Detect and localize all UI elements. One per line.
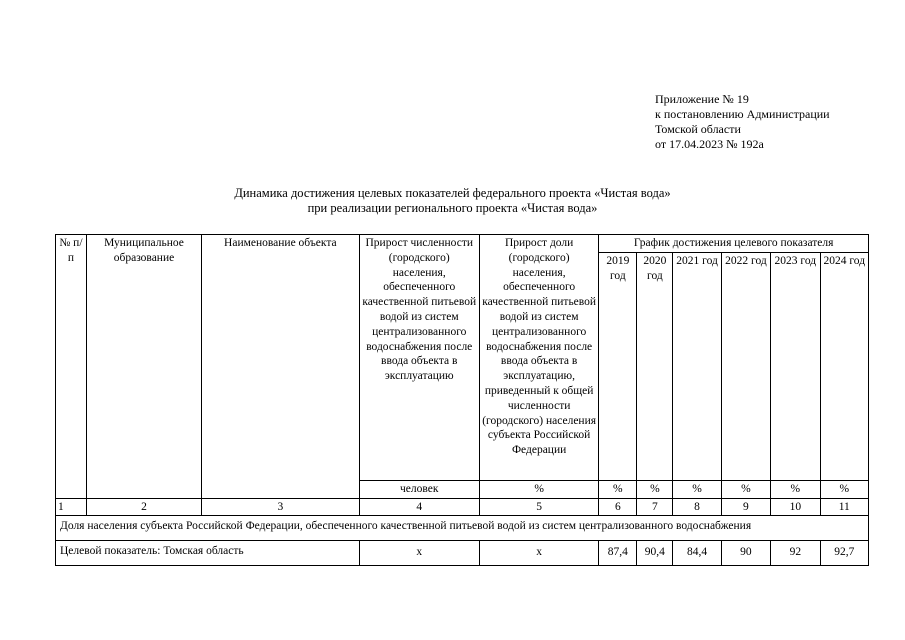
document-title xyxy=(0,186,905,216)
unit-year: % xyxy=(820,480,868,498)
header-year: 2024 год xyxy=(820,252,868,480)
table-row xyxy=(56,540,869,565)
header-growth-share: Прирост доли (городского) населения, обеспеченного качественной питьевой водой из систем централизованного водоснабжения после ввода объекта в эксплуатацию, приведенный к общей численности (городского) населения субъекта Российской Федерации xyxy=(479,235,598,481)
unit-year: % xyxy=(599,480,637,498)
target-value: 92,7 xyxy=(820,540,868,565)
indicators-table xyxy=(55,234,869,566)
header-year: 2021 год xyxy=(673,252,721,480)
unit-year: % xyxy=(673,480,721,498)
target-value: 87,4 xyxy=(599,540,637,565)
header-row xyxy=(56,235,869,253)
header-schedule: График достижения целевого показателя xyxy=(599,235,869,253)
unit-year: % xyxy=(721,480,770,498)
column-number: 2 xyxy=(86,498,201,515)
appendix-line: Томской области xyxy=(655,122,741,136)
column-number: 3 xyxy=(202,498,359,515)
header-year: 2023 год xyxy=(771,252,820,480)
target-value: 84,4 xyxy=(673,540,721,565)
column-numbers-row xyxy=(56,498,869,515)
header-municipality: Муниципальное образование xyxy=(86,235,201,499)
column-number: 5 xyxy=(479,498,598,515)
column-number: 9 xyxy=(721,498,770,515)
appendix-line: к постановлению Администрации xyxy=(655,107,830,121)
section-row xyxy=(56,515,869,540)
section-title: Доля населения субъекта Российской Федерации, обеспеченного качественной питьевой водой из систем централизованного водоснабжения xyxy=(56,515,869,540)
target-row-label: Целевой показатель: Томская область xyxy=(56,540,360,565)
unit-growth-share: % xyxy=(479,480,598,498)
target-value: 92 xyxy=(771,540,820,565)
appendix-line: Приложение № 19 xyxy=(655,92,749,106)
unit-year: % xyxy=(637,480,673,498)
header-object: Наименование объекта xyxy=(202,235,359,499)
target-growth-population: х xyxy=(359,540,479,565)
target-value: 90,4 xyxy=(637,540,673,565)
column-number: 8 xyxy=(673,498,721,515)
header-growth-population: Прирост численности (городского) населения, обеспеченного качественной питьевой водой из систем централизованного водоснабжения после ввода объекта в эксплуатацию xyxy=(359,235,479,481)
column-number: 7 xyxy=(637,498,673,515)
header-year: 2022 год xyxy=(721,252,770,480)
unit-year: % xyxy=(771,480,820,498)
unit-growth-population: человек xyxy=(359,480,479,498)
column-number: 10 xyxy=(771,498,820,515)
appendix-block xyxy=(655,92,830,152)
header-year: 2020 год xyxy=(637,252,673,480)
target-growth-share: х xyxy=(479,540,598,565)
header-year: 2019 год xyxy=(599,252,637,480)
title-line: при реализации регионального проекта «Чистая вода» xyxy=(307,201,598,215)
title-line: Динамика достижения целевых показателей федерального проекта «Чистая вода» xyxy=(234,186,671,200)
column-number: 6 xyxy=(599,498,637,515)
target-value: 90 xyxy=(721,540,770,565)
column-number: 4 xyxy=(359,498,479,515)
appendix-line: от 17.04.2023 № 192а xyxy=(655,137,764,151)
column-number: 11 xyxy=(820,498,868,515)
header-num: № п/п xyxy=(56,235,87,499)
column-number: 1 xyxy=(56,498,87,515)
